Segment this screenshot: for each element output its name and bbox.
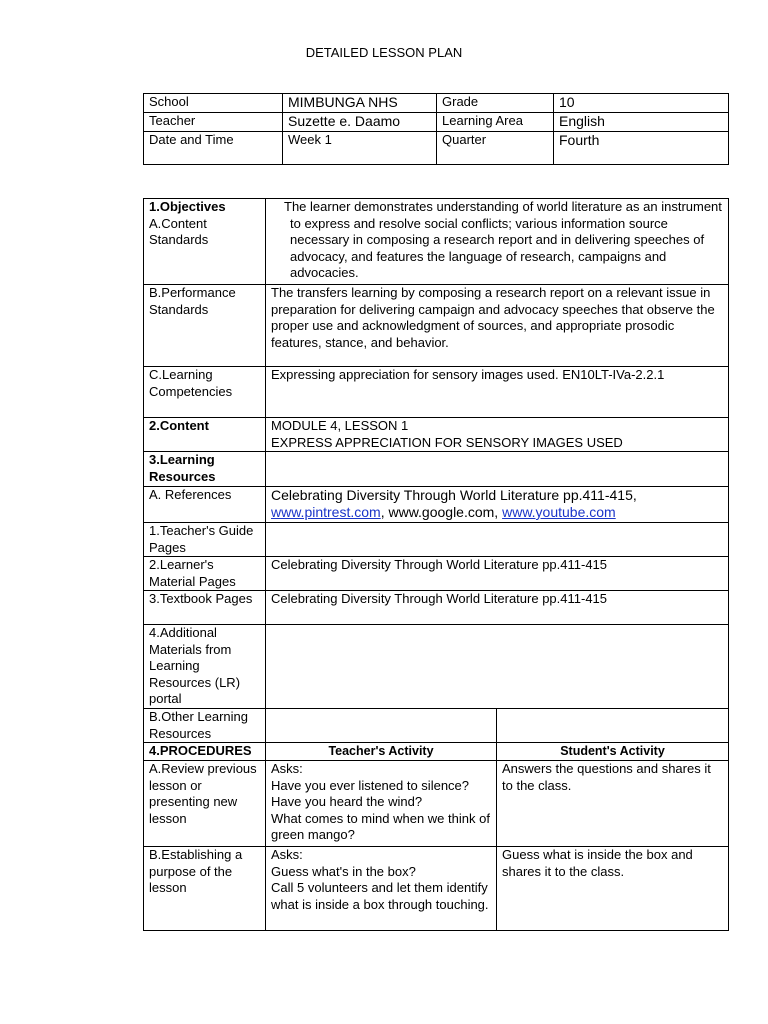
learner-material-text: Celebrating Diversity Through World Literature pp.411-415 [266, 557, 729, 591]
competencies-text: Expressing appreciation for sensory images used. EN10LT-IVa-2.2.1 [266, 367, 729, 418]
references-cell [266, 487, 729, 523]
purpose-teacher-line: Guess what's in the box? [271, 863, 416, 879]
teacher-label: Teacher [144, 113, 283, 132]
textbook-label: 3.Textbook Pages [144, 591, 266, 625]
additional-materials-label: 4.Additional Materials from Learning Resources (LR) portal [144, 625, 266, 709]
objectives-cell [144, 199, 266, 285]
date-label: Date and Time [144, 132, 283, 165]
content-line1: MODULE 4, LESSON 1 [271, 418, 409, 433]
performance-standards-text: The transfers learning by composing a research report on a relevant issue in preparation for delivering campaign and advocacy speeches that observe the proper use and acknowledgment of sources, and appropriate prosodic features, stance, and behavior. [266, 285, 729, 367]
school-value: MIMBUNGA NHS [283, 94, 437, 113]
info-table [143, 93, 729, 165]
area-value: English [554, 113, 729, 132]
student-activity-header: Student's Activity [497, 743, 729, 761]
learner-material-label: 2.Learner's Material Pages [144, 557, 266, 591]
references-text: Celebrating Diversity Through World Literature pp.411-415, [271, 487, 637, 503]
references-label: A. References [144, 487, 266, 523]
grade-value: 10 [554, 94, 729, 113]
date-value: Week 1 [283, 132, 437, 165]
school-label: School [144, 94, 283, 113]
pintrest-link[interactable]: www.pintrest.com [271, 504, 381, 520]
content-heading: 2.Content [144, 418, 266, 452]
review-teacher-line: Asks: [271, 761, 303, 776]
page-title: DETAILED LESSON PLAN [305, 45, 463, 60]
purpose-label: B.Establishing a purpose of the lesson [144, 847, 266, 931]
teacher-guide-label: 1.Teacher's Guide Pages [144, 523, 266, 557]
lesson-table [143, 198, 729, 931]
purpose-teacher-cell [266, 847, 497, 931]
quarter-value: Fourth [554, 132, 729, 165]
teacher-guide-value [266, 523, 729, 557]
objectives-heading: 1.Objectives [149, 199, 226, 214]
review-teacher-line: What comes to mind when we think of green mango? [271, 810, 490, 842]
content-text [266, 418, 729, 452]
review-teacher-line: Have you heard the wind? [271, 794, 423, 809]
purpose-teacher-line: Call 5 volunteers and let them identify what is inside a box through touching. [271, 880, 489, 912]
review-label: A.Review previous lesson or presenting new lesson [144, 761, 266, 847]
quarter-label: Quarter [437, 132, 554, 165]
teacher-value: Suzette e. Daamo [283, 113, 437, 132]
review-student-text: Answers the questions and shares it to the class. [497, 761, 729, 847]
review-teacher-line: Have you ever listened to silence? [271, 777, 470, 793]
teacher-activity-header: Teacher's Activity [266, 743, 497, 761]
other-resources-student [497, 709, 729, 743]
resources-empty [266, 452, 729, 487]
grade-label: Grade [437, 94, 554, 113]
textbook-text: Celebrating Diversity Through World Literature pp.411-415 [266, 591, 729, 625]
resources-heading: 3.Learning Resources [144, 452, 266, 487]
content-standards-text: The learner demonstrates understanding of world literature as an instrument to express and resolve social conflicts; various information source necessary in composing a research report and in delivering speeches of advocacy, and features the language of research, campaigns and advocacies. [266, 199, 729, 285]
performance-standards-label: B.Performance Standards [144, 285, 266, 367]
other-resources-label: B.Other Learning Resources [144, 709, 266, 743]
content-standards-label: A.Content Standards [149, 215, 209, 247]
area-label: Learning Area [437, 113, 554, 132]
purpose-student-text: Guess what is inside the box and shares it to the class. [497, 847, 729, 931]
other-resources-teacher [266, 709, 497, 743]
review-teacher-cell [266, 761, 497, 847]
procedures-heading: 4.PROCEDURES [144, 743, 266, 761]
additional-materials-value [266, 625, 729, 709]
content-line2: EXPRESS APPRECIATION FOR SENSORY IMAGES USED [271, 434, 623, 450]
youtube-link[interactable]: www.youtube.com [502, 504, 616, 520]
references-sep: , www.google.com, [380, 504, 503, 520]
purpose-teacher-line: Asks: [271, 847, 303, 862]
competencies-label: C.Learning Competencies [144, 367, 266, 418]
